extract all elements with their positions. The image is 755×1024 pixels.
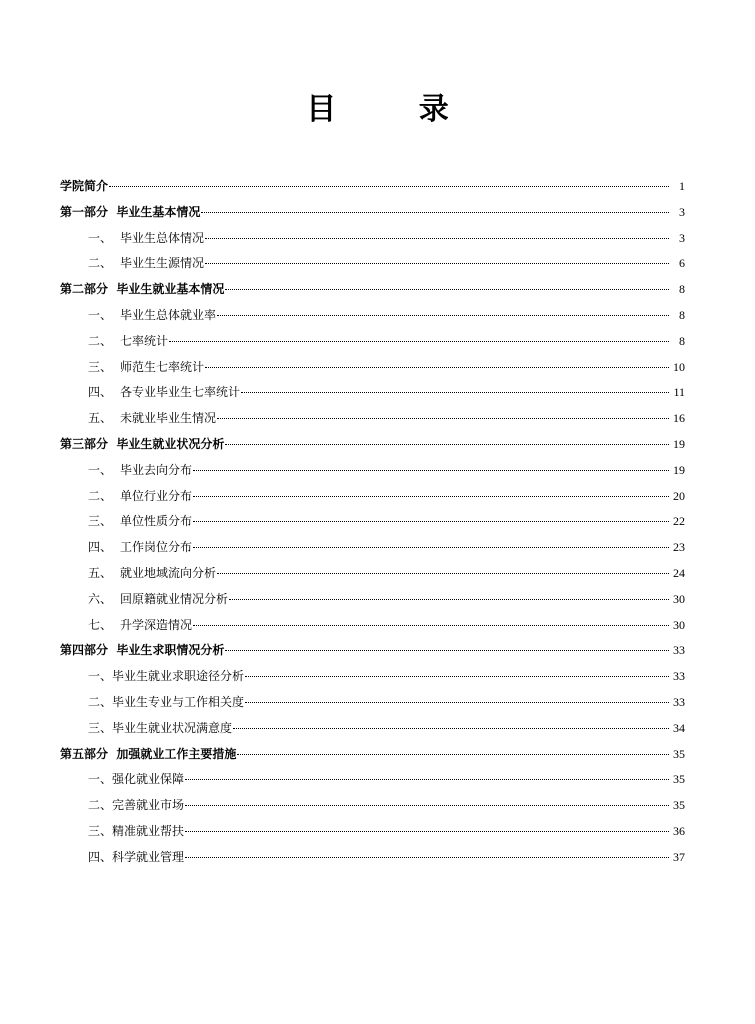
toc-entry-number: 二、 [88, 488, 113, 503]
dot-leader [217, 573, 669, 574]
toc-entry-label: 毕业生就业求职途径分析 [112, 669, 245, 684]
toc-entry-number: 一、 [88, 230, 113, 245]
table-of-contents [60, 176, 685, 873]
toc-page-number: 30 [673, 591, 685, 606]
dot-leader [193, 625, 669, 626]
dot-leader [193, 547, 669, 548]
toc-title: 目 录 [306, 92, 485, 127]
toc-section-entry[interactable] [60, 692, 685, 718]
toc-entry-number: 四、 [88, 540, 113, 555]
toc-page-number: 3 [679, 230, 685, 245]
toc-part-entry[interactable] [60, 434, 685, 460]
toc-entry-number: 三、 [88, 823, 113, 838]
toc-page-number: 23 [673, 540, 685, 555]
toc-entry-number: 三、 [88, 514, 113, 529]
toc-part-entry[interactable] [60, 202, 685, 228]
dot-leader [169, 341, 669, 342]
toc-entry-number: 一、 [88, 772, 113, 787]
toc-section-entry[interactable] [60, 589, 685, 615]
toc-page-number: 34 [673, 720, 685, 735]
toc-entry-number: 六、 [88, 591, 113, 606]
toc-entry-label: 学院简介 [60, 179, 109, 193]
toc-entry-label: 升学深造情况 [120, 617, 193, 632]
dot-leader [225, 650, 669, 651]
toc-section-entry[interactable] [60, 382, 685, 408]
toc-page-number: 8 [679, 307, 685, 322]
dot-leader [205, 367, 669, 368]
toc-entry-label: 各专业毕业生七率统计 [120, 385, 241, 400]
toc-entry-number: 三、 [88, 720, 113, 735]
toc-page-number: 1 [679, 179, 685, 193]
dot-leader [205, 238, 669, 239]
toc-section-entry[interactable] [60, 228, 685, 254]
toc-section-entry[interactable] [60, 357, 685, 383]
toc-page-number: 24 [673, 565, 685, 580]
toc-part-entry[interactable] [60, 744, 685, 770]
toc-entry-label: 第一部分 毕业生基本情况 [60, 204, 201, 219]
toc-section-entry[interactable] [60, 847, 685, 873]
toc-page-number: 33 [673, 643, 685, 658]
toc-section-entry[interactable] [60, 769, 685, 795]
toc-part-entry[interactable] [60, 279, 685, 305]
dot-leader [109, 186, 669, 187]
toc-section-entry[interactable] [60, 537, 685, 563]
toc-entry-number: 五、 [88, 411, 113, 426]
toc-entry-label: 毕业生总体就业率 [120, 307, 217, 322]
toc-entry-label: 精准就业帮扶 [112, 823, 185, 838]
toc-part-entry[interactable] [60, 640, 685, 666]
toc-page-number: 10 [673, 359, 685, 374]
toc-entry-number: 一、 [88, 462, 113, 477]
toc-page-number: 35 [673, 772, 685, 787]
toc-entry-number: 二、 [88, 798, 113, 813]
dot-leader [229, 599, 669, 600]
toc-page-number: 19 [673, 436, 685, 451]
toc-page-number: 8 [679, 282, 685, 297]
toc-page-number: 22 [673, 514, 685, 529]
toc-entry-number: 二、 [88, 256, 113, 271]
toc-page-number: 33 [673, 694, 685, 709]
toc-section-entry[interactable] [60, 511, 685, 537]
dot-leader [193, 496, 669, 497]
toc-page-number: 11 [673, 385, 685, 400]
dot-leader [201, 212, 669, 213]
toc-page-number: 35 [673, 798, 685, 813]
toc-page-number: 33 [673, 669, 685, 684]
dot-leader [193, 521, 669, 522]
toc-entry-label: 七率统计 [120, 333, 169, 348]
toc-entry-label: 回原籍就业情况分析 [120, 591, 229, 606]
toc-section-entry[interactable] [60, 615, 685, 641]
toc-section-entry[interactable] [60, 408, 685, 434]
toc-page-number: 6 [679, 256, 685, 271]
toc-entry-label: 单位性质分布 [120, 514, 193, 529]
dot-leader [217, 315, 669, 316]
toc-page-number: 8 [679, 333, 685, 348]
toc-entry-label: 第二部分 毕业生就业基本情况 [60, 282, 225, 297]
toc-entry-label: 师范生七率统计 [120, 359, 205, 374]
toc-section-entry[interactable] [60, 795, 685, 821]
toc-page-number: 19 [673, 462, 685, 477]
toc-section-entry[interactable] [60, 331, 685, 357]
toc-entry-label: 第三部分 毕业生就业状况分析 [60, 436, 225, 451]
toc-entry-label: 单位行业分布 [120, 488, 193, 503]
dot-leader [233, 728, 669, 729]
toc-entry-label: 第四部分 毕业生求职情况分析 [60, 643, 225, 658]
toc-entry-label: 毕业生生源情况 [120, 256, 205, 271]
dot-leader [217, 418, 669, 419]
toc-entry-number: 四、 [88, 849, 113, 864]
toc-entry-number: 一、 [88, 669, 113, 684]
dot-leader [241, 392, 669, 393]
toc-entry-label: 就业地域流向分析 [120, 565, 217, 580]
toc-entry-label: 第五部分 加强就业工作主要措施 [60, 746, 237, 761]
toc-entry-label: 毕业生专业与工作相关度 [112, 694, 245, 709]
toc-entry-number: 三、 [88, 359, 113, 374]
toc-entry-label: 完善就业市场 [112, 798, 185, 813]
toc-section-entry[interactable] [60, 821, 685, 847]
dot-leader [245, 702, 669, 703]
toc-section-entry[interactable] [60, 666, 685, 692]
dot-leader [237, 754, 669, 755]
dot-leader [185, 805, 669, 806]
dot-leader [205, 263, 669, 264]
toc-entry-number: 四、 [88, 385, 113, 400]
toc-entry-label: 毕业生就业状况满意度 [112, 720, 233, 735]
toc-entry-number: 五、 [88, 565, 113, 580]
toc-entry-number: 二、 [88, 694, 113, 709]
toc-entry-label: 强化就业保障 [112, 772, 185, 787]
dot-leader [193, 470, 669, 471]
toc-entry-label: 未就业毕业生情况 [120, 411, 217, 426]
toc-section-entry[interactable] [60, 563, 685, 589]
toc-entry-number: 二、 [88, 333, 113, 348]
toc-page-number: 35 [673, 746, 685, 761]
toc-page-number: 16 [673, 411, 685, 426]
dot-leader [225, 444, 669, 445]
toc-page-number: 30 [673, 617, 685, 632]
toc-entry-label: 毕业去向分布 [120, 462, 193, 477]
dot-leader [245, 676, 669, 677]
toc-entry-label: 毕业生总体情况 [120, 230, 205, 245]
toc-entry-label: 工作岗位分布 [120, 540, 193, 555]
dot-leader [185, 831, 669, 832]
toc-page-number: 3 [679, 204, 685, 219]
toc-page-number: 36 [673, 823, 685, 838]
toc-page-number: 20 [673, 488, 685, 503]
toc-section-entry[interactable] [60, 253, 685, 279]
toc-section-entry[interactable] [60, 486, 685, 512]
dot-leader [225, 289, 669, 290]
toc-part-entry[interactable] [60, 176, 685, 202]
toc-entry-label: 科学就业管理 [112, 849, 185, 864]
toc-section-entry[interactable] [60, 460, 685, 486]
toc-section-entry[interactable] [60, 718, 685, 744]
dot-leader [185, 779, 669, 780]
toc-page-number: 37 [673, 849, 685, 864]
dot-leader [185, 857, 669, 858]
toc-entry-number: 一、 [88, 307, 113, 322]
toc-section-entry[interactable] [60, 305, 685, 331]
toc-entry-number: 七、 [88, 617, 113, 632]
